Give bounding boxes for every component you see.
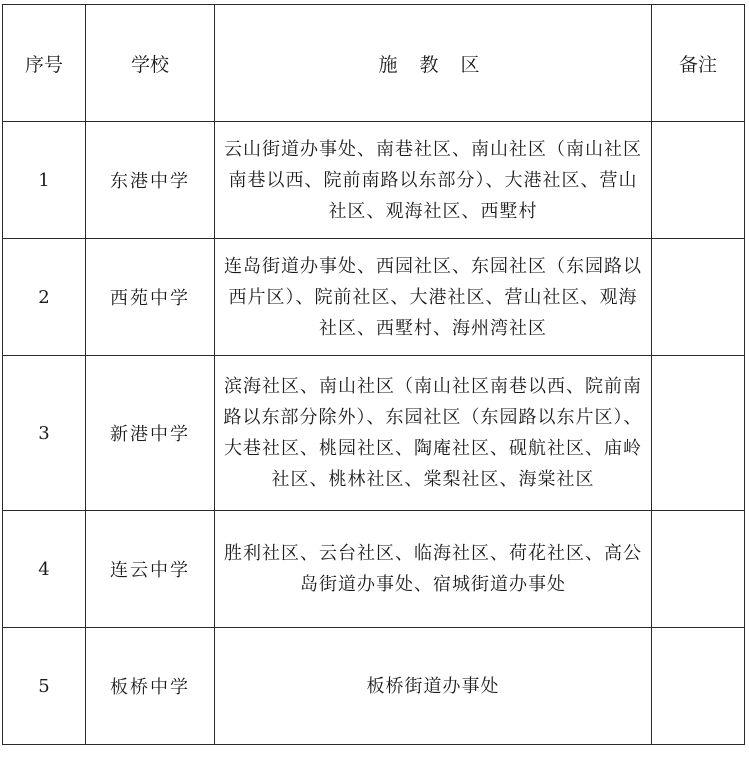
table-row: [3, 122, 745, 239]
table-row: [3, 511, 745, 628]
row-school: 新港中学: [86, 356, 215, 511]
header-index: 序号: [3, 5, 86, 122]
row-note: [652, 356, 745, 511]
header-note: 备注: [652, 5, 745, 122]
row-area: 云山街道办事处、南巷社区、南山社区（南山社区南巷以西、院前南路以东部分）、大港社区、营山社区、观海社区、西墅村: [215, 122, 652, 239]
row-area: 板桥街道办事处: [215, 628, 652, 745]
row-area: 连岛街道办事处、西园社区、东园社区（东园路以西片区）、院前社区、大港社区、营山社区、观海社区、西墅村、海州湾社区: [215, 239, 652, 356]
row-school: 西苑中学: [86, 239, 215, 356]
row-index: 5: [3, 628, 86, 745]
row-area: 胜利社区、云台社区、临海社区、荷花社区、高公岛街道办事处、宿城街道办事处: [215, 511, 652, 628]
table-row: [3, 239, 745, 356]
row-note: [652, 511, 745, 628]
row-index: 4: [3, 511, 86, 628]
row-school: 东港中学: [86, 122, 215, 239]
header-area: 施 教 区: [215, 5, 652, 122]
row-school: 连云中学: [86, 511, 215, 628]
table-header-row: [3, 5, 745, 122]
table-row: [3, 628, 745, 745]
header-school: 学校: [86, 5, 215, 122]
row-note: [652, 628, 745, 745]
table-row: [3, 356, 745, 511]
row-index: 1: [3, 122, 86, 239]
school-zone-table: [2, 4, 745, 745]
row-note: [652, 122, 745, 239]
row-index: 3: [3, 356, 86, 511]
row-area: 滨海社区、南山社区（南山社区南巷以西、院前南路以东部分除外）、东园社区（东园路以东片区）、大巷社区、桃园社区、陶庵社区、砚航社区、庙岭社区、桃林社区、棠梨社区、海棠社区: [215, 356, 652, 511]
row-note: [652, 239, 745, 356]
row-school: 板桥中学: [86, 628, 215, 745]
row-index: 2: [3, 239, 86, 356]
